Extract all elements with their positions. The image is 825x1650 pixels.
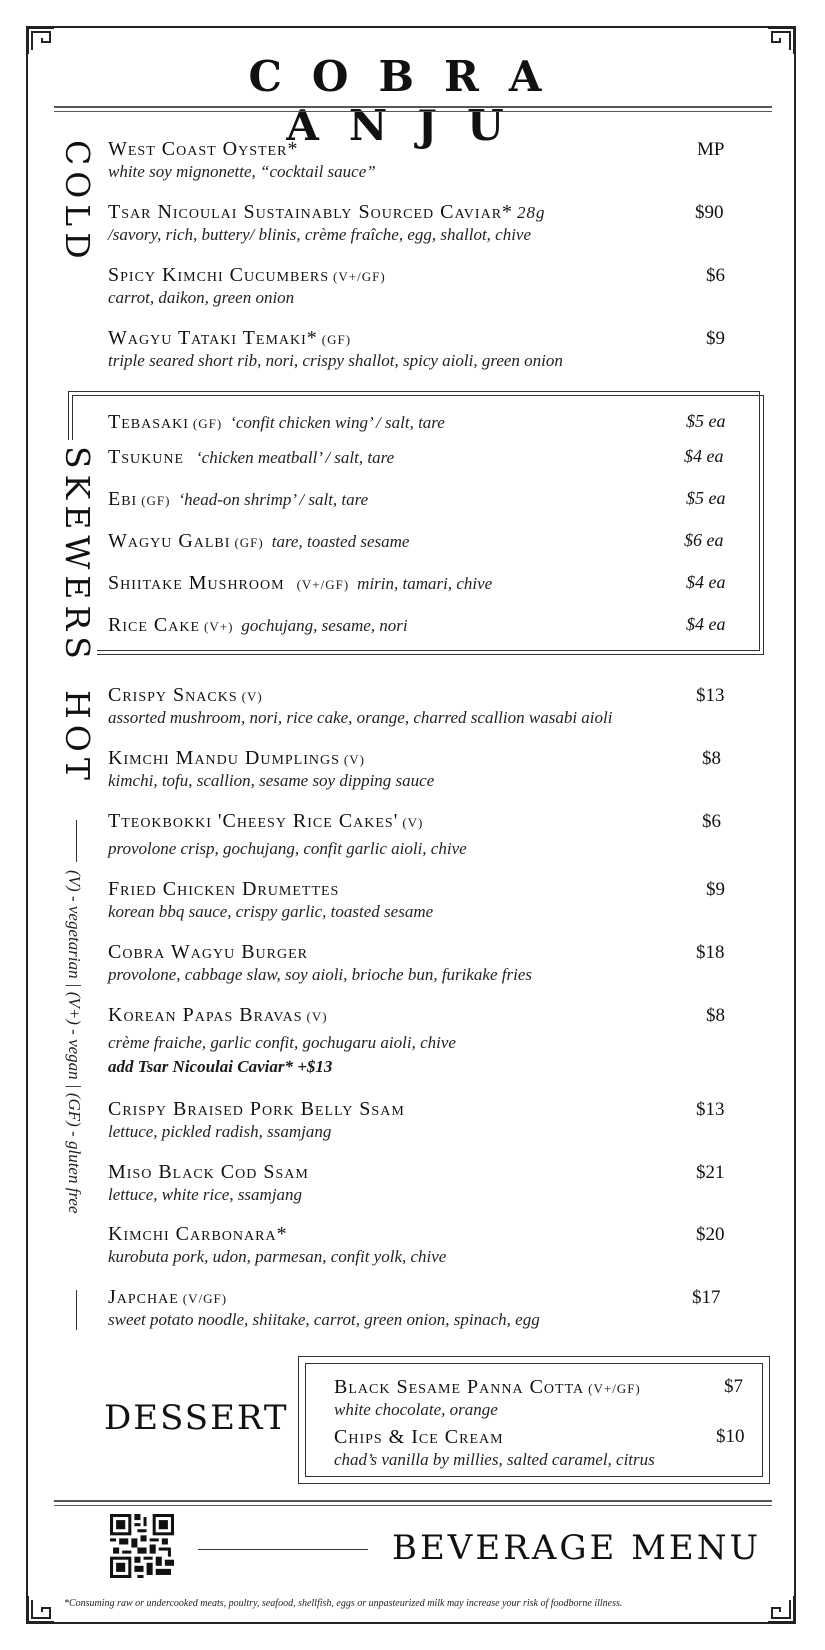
item-tag: (V/GF) <box>182 1291 228 1306</box>
item-tag: (V) <box>343 752 365 767</box>
item-price: $17 <box>692 1287 721 1308</box>
menu-item <box>108 1004 728 1077</box>
item-description: carrot, daikon, green onion <box>108 288 295 307</box>
header-divider <box>54 106 772 112</box>
legend-rule-bottom <box>76 1290 77 1330</box>
item-description: assorted mushroom, nori, rice cake, orange, charred scallion wasabi aioli <box>108 708 613 727</box>
item-description: white soy mignonette, “cocktail sauce” <box>108 162 376 181</box>
item-tag: (V+) <box>204 619 234 634</box>
skewer-item <box>108 572 728 595</box>
item-name: Rice Cake <box>108 614 201 636</box>
menu-item <box>108 1161 728 1205</box>
item-price: $5 ea <box>686 488 726 508</box>
item-tag: (V+/GF) <box>333 269 386 284</box>
item-name: Cobra Wagyu Burger <box>108 941 308 963</box>
item-tag: (V) <box>241 689 263 704</box>
menu-item <box>108 1098 728 1142</box>
item-description: kimchi, tofu, scallion, sesame soy dipping sauce <box>108 771 435 790</box>
item-price: $8 <box>702 748 721 769</box>
menu-item <box>108 810 728 859</box>
corner-ornament-top-left <box>26 26 56 56</box>
item-name: Shiitake Mushroom <box>108 572 285 594</box>
item-price: $4 ea <box>684 446 724 466</box>
item-name: Tsukune <box>108 446 184 468</box>
item-name: Chips & Ice Cream <box>334 1426 504 1448</box>
menu-item <box>108 264 728 308</box>
item-tag: (GF) <box>321 332 352 347</box>
skewer-item <box>108 411 728 434</box>
menu-item <box>108 1286 728 1330</box>
item-name: Spicy Kimchi Cucumbers <box>108 264 330 286</box>
skewer-item <box>108 530 728 553</box>
item-name: Miso Black Cod Ssam <box>108 1161 309 1183</box>
section-label-dessert: DESSERT <box>104 1398 289 1438</box>
item-price: $9 <box>706 879 725 900</box>
dessert-item <box>334 1426 754 1470</box>
item-price: $18 <box>696 942 725 963</box>
item-name: Crispy Braised Pork Belly Ssam <box>108 1098 405 1120</box>
item-price: $8 <box>706 1005 725 1026</box>
dietary-legend: (V) - vegetarian | (V+) - vegan | (GF) - gluten free <box>65 870 84 1214</box>
item-name: Ebi <box>108 488 138 510</box>
item-description: chad’s vanilla by millies, salted caramel, citrus <box>334 1450 655 1469</box>
item-description: tare, toasted sesame <box>271 532 410 551</box>
dessert-item <box>334 1376 734 1420</box>
corner-ornament-bottom-right <box>766 1594 796 1624</box>
item-name: Kimchi Mandu Dumplings <box>108 747 340 769</box>
section-label-cold: COLD <box>58 140 97 265</box>
item-price: $90 <box>695 202 724 223</box>
item-price: $6 <box>702 811 721 832</box>
item-name: West Coast Oyster* <box>108 138 299 160</box>
item-tag: (GF) <box>234 535 264 550</box>
skewer-item <box>108 446 728 469</box>
item-description: /savory, rich, buttery/ blinis, crème fraîche, egg, shallot, chive <box>108 225 532 244</box>
item-tag: (V+/GF) <box>296 577 350 592</box>
item-price: $4 ea <box>686 572 726 592</box>
item-name: Fried Chicken Drumettes <box>108 878 340 900</box>
menu-item <box>108 327 728 371</box>
item-description: triple seared short rib, nori, crispy shallot, spicy aioli, green onion <box>108 351 563 370</box>
item-price: $13 <box>696 1099 725 1120</box>
item-name: Tebasaki <box>108 411 189 433</box>
skewer-item <box>108 488 728 511</box>
skewer-item <box>108 614 728 637</box>
item-price: $6 ea <box>684 530 724 550</box>
menu-item <box>108 684 728 728</box>
restaurant-title: COBRA ANJU <box>248 52 572 150</box>
menu-item <box>108 941 728 985</box>
item-name: Kimchi Carbonara* <box>108 1223 288 1245</box>
item-description: provolone crisp, gochujang, confit garlic aioli, chive <box>108 839 467 858</box>
item-price: $4 ea <box>686 614 726 634</box>
item-tag: (V+/GF) <box>588 1381 641 1396</box>
item-description: ‘head-on shrimp’ / salt, tare <box>178 490 369 509</box>
beverage-menu-link[interactable]: BEVERAGE MENU <box>392 1528 762 1568</box>
item-price: $20 <box>696 1224 725 1245</box>
item-description: lettuce, white rice, ssamjang <box>108 1185 303 1204</box>
item-description: mirin, tamari, chive <box>357 574 493 593</box>
section-label-skewers: SKEWERS <box>58 440 97 671</box>
menu-item <box>108 747 728 791</box>
food-safety-footnote: *Consuming raw or undercooked meats, poultry, seafood, shellfish, eggs or unpasteurized milk may increase your risk of foodborne illness. <box>64 1598 623 1609</box>
item-price: $10 <box>716 1426 745 1447</box>
item-description: kurobuta pork, udon, parmesan, confit yolk, chive <box>108 1247 447 1266</box>
item-tag: (GF) <box>141 493 171 508</box>
item-price: $13 <box>696 685 725 706</box>
section-label-hot: HOT <box>58 690 97 786</box>
item-tag: (GF) <box>192 416 223 431</box>
menu-item <box>108 201 728 245</box>
item-price: $5 ea <box>686 411 726 431</box>
item-description: white chocolate, orange <box>334 1400 498 1419</box>
item-tag: 28g <box>517 203 546 222</box>
item-name: Crispy Snacks <box>108 684 238 706</box>
item-name: Wagyu Galbi <box>108 530 231 552</box>
item-name: Black Sesame Panna Cotta <box>334 1376 585 1398</box>
item-description: ‘confit chicken wing’ / salt, tare <box>230 413 445 432</box>
menu-item <box>108 1223 728 1267</box>
item-description: korean bbq sauce, crispy garlic, toasted sesame <box>108 902 434 921</box>
item-description: gochujang, sesame, nori <box>241 616 408 635</box>
item-addon: add Tsar Nicoulai Caviar* +$13 <box>108 1057 333 1076</box>
item-name: Korean Papas Bravas <box>108 1004 303 1026</box>
menu-item <box>108 878 728 922</box>
item-price: $7 <box>724 1376 743 1397</box>
beverage-rule <box>198 1549 368 1550</box>
qr-code-icon[interactable] <box>110 1514 174 1578</box>
item-description: provolone, cabbage slaw, soy aioli, brioche bun, furikake fries <box>108 965 532 984</box>
item-name: Japchae <box>108 1286 179 1308</box>
item-price: $6 <box>706 265 725 286</box>
corner-ornament-top-right <box>766 26 796 56</box>
item-name: Tteokbokki 'Cheesy Rice Cakes' <box>108 810 399 832</box>
item-tag: (V) <box>402 815 424 830</box>
item-description: ‘chicken meatball’ / salt, tare <box>196 448 395 467</box>
item-description: lettuce, pickled radish, ssamjang <box>108 1122 332 1141</box>
item-name: Tsar Nicoulai Sustainably Sourced Caviar* <box>108 201 514 223</box>
item-description: sweet potato noodle, shiitake, carrot, green onion, spinach, egg <box>108 1310 540 1329</box>
item-name: Wagyu Tataki Temaki* <box>108 327 318 349</box>
footer-divider <box>54 1500 772 1506</box>
legend-rule-top <box>76 820 77 862</box>
item-description: crème fraiche, garlic confit, gochugaru aioli, chive <box>108 1033 456 1052</box>
item-price: $21 <box>696 1162 725 1183</box>
item-tag: (V) <box>306 1009 328 1024</box>
item-price: MP <box>697 139 725 160</box>
item-price: $9 <box>706 328 725 349</box>
corner-ornament-bottom-left <box>26 1594 56 1624</box>
menu-item <box>108 138 728 182</box>
